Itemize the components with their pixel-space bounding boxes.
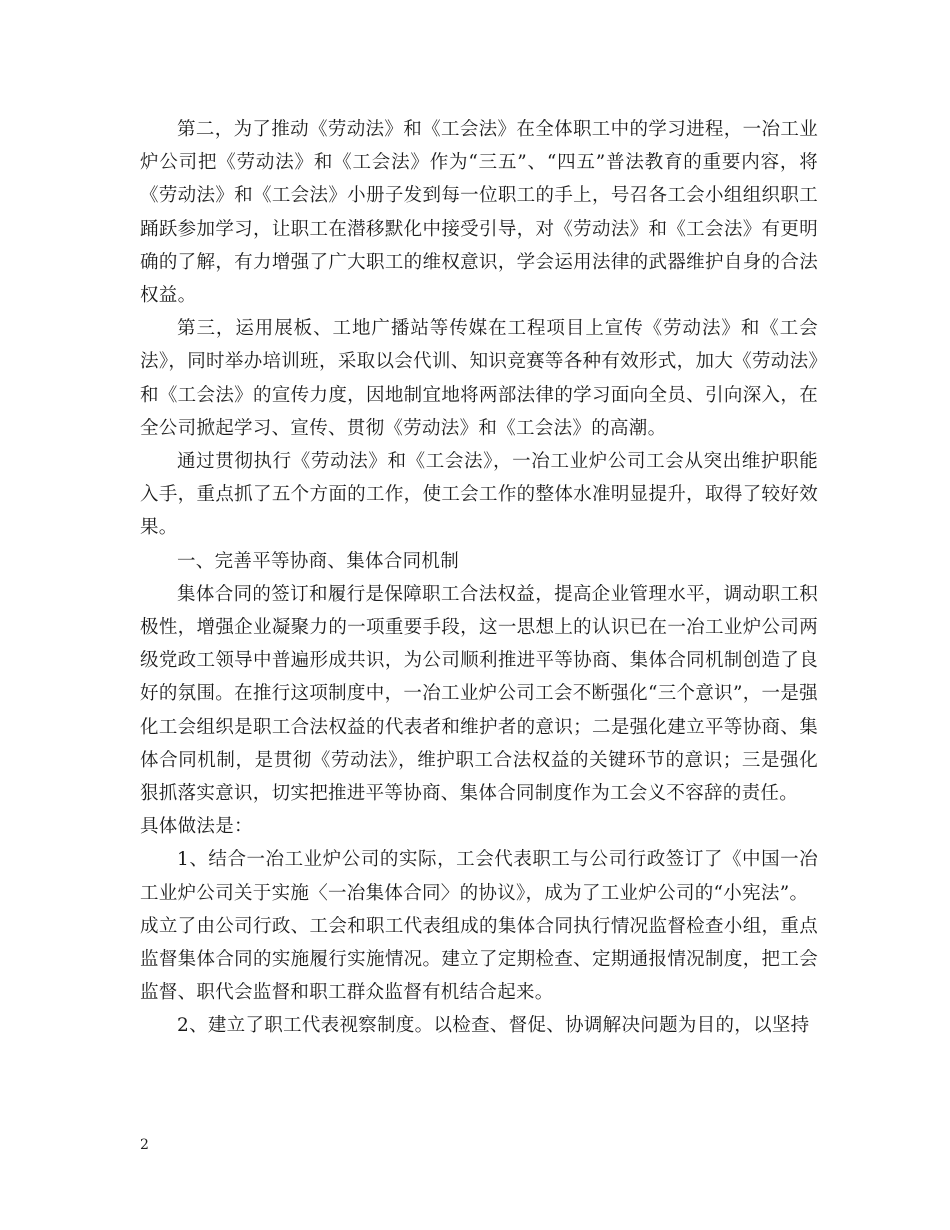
page-number: 2 <box>140 1137 149 1153</box>
list-item-2: 2、建立了职工代表视察制度。以检查、督促、协调解决问题为目的，以坚持 <box>177 1015 810 1037</box>
paragraph-methods-intro: 具体做法是： <box>140 816 253 838</box>
paragraph-collective-contract: 集体合同的签订和履行是保障职工合法权益，提高企业管理水平，调动职工积极性，增强企业凝聚力的一项重要手段，这一思想上的认识已在一冶工业炉公司两级党政工领导中普遍形成共识，为公司顺利推进平等协商、集体合同机制创造了良好的氛围。在推行这项制度中，一冶工业炉公司工会不断强化“三个意识”，一是强化工会组织是职工合法权益的代表者和维护者的意识；二是强化建立平等协商、集体合同机制，是贯彻《劳动法》，维护职工合法权益的关键环节的意识；三是强化狠抓落实意识，切实把推进平等协商、集体合同制度作为工会义不容辞的责任。 <box>140 583 818 805</box>
paragraph-third-measure: 第三，运用展板、工地广播站等传媒在工程项目上宣传《劳动法》和《工会法》，同时举办培训班，采取以会代训、知识竞赛等各种有效形式，加大《劳动法》和《工会法》的宣传力度，因地制宜地将两部法律的学习面向全员、引向深入，在全公司掀起学习、宣传、贯彻《劳动法》和《工会法》的高潮。 <box>140 318 818 439</box>
paragraph-supervision-group: 成立了由公司行政、工会和职工代表组成的集体合同执行情况监督检查小组，重点监督集体合同的实施履行实施情况。建立了定期检查、定期通报情况制度，把工会监督、职代会监督和职工群众监督有机结合起来。 <box>140 915 818 1004</box>
paragraph-second-measure: 第二，为了推动《劳动法》和《工会法》在全体职工中的学习进程，一冶工业炉公司把《劳动法》和《工会法》作为“三五”、“四五”普法教育的重要内容，将《劳动法》和《工会法》小册子发到每一位职工的手上，号召各工会小组组织职工踊跃参加学习，让职工在潜移默化中接受引导，对《劳动法》和《工会法》有更明确的了解，有力增强了广大职工的维权意识，学会运用法律的武器维护自身的合法权益。 <box>140 119 818 307</box>
section-heading-1: 一、完善平等协商、集体合同机制 <box>177 550 460 572</box>
document-body <box>140 113 818 1043</box>
paragraph-overview: 通过贯彻执行《劳动法》和《工会法》，一冶工业炉公司工会从突出维护职能入手，重点抓了五个方面的工作，使工会工作的整体水准明显提升，取得了较好效果。 <box>140 451 818 539</box>
list-item-1: 1、结合一冶工业炉公司的实际，工会代表职工与公司行政签订了《中国一冶工业炉公司关于实施〈一冶集体合同〉的协议》，成为了工业炉公司的“小宪法”。 <box>140 849 818 904</box>
